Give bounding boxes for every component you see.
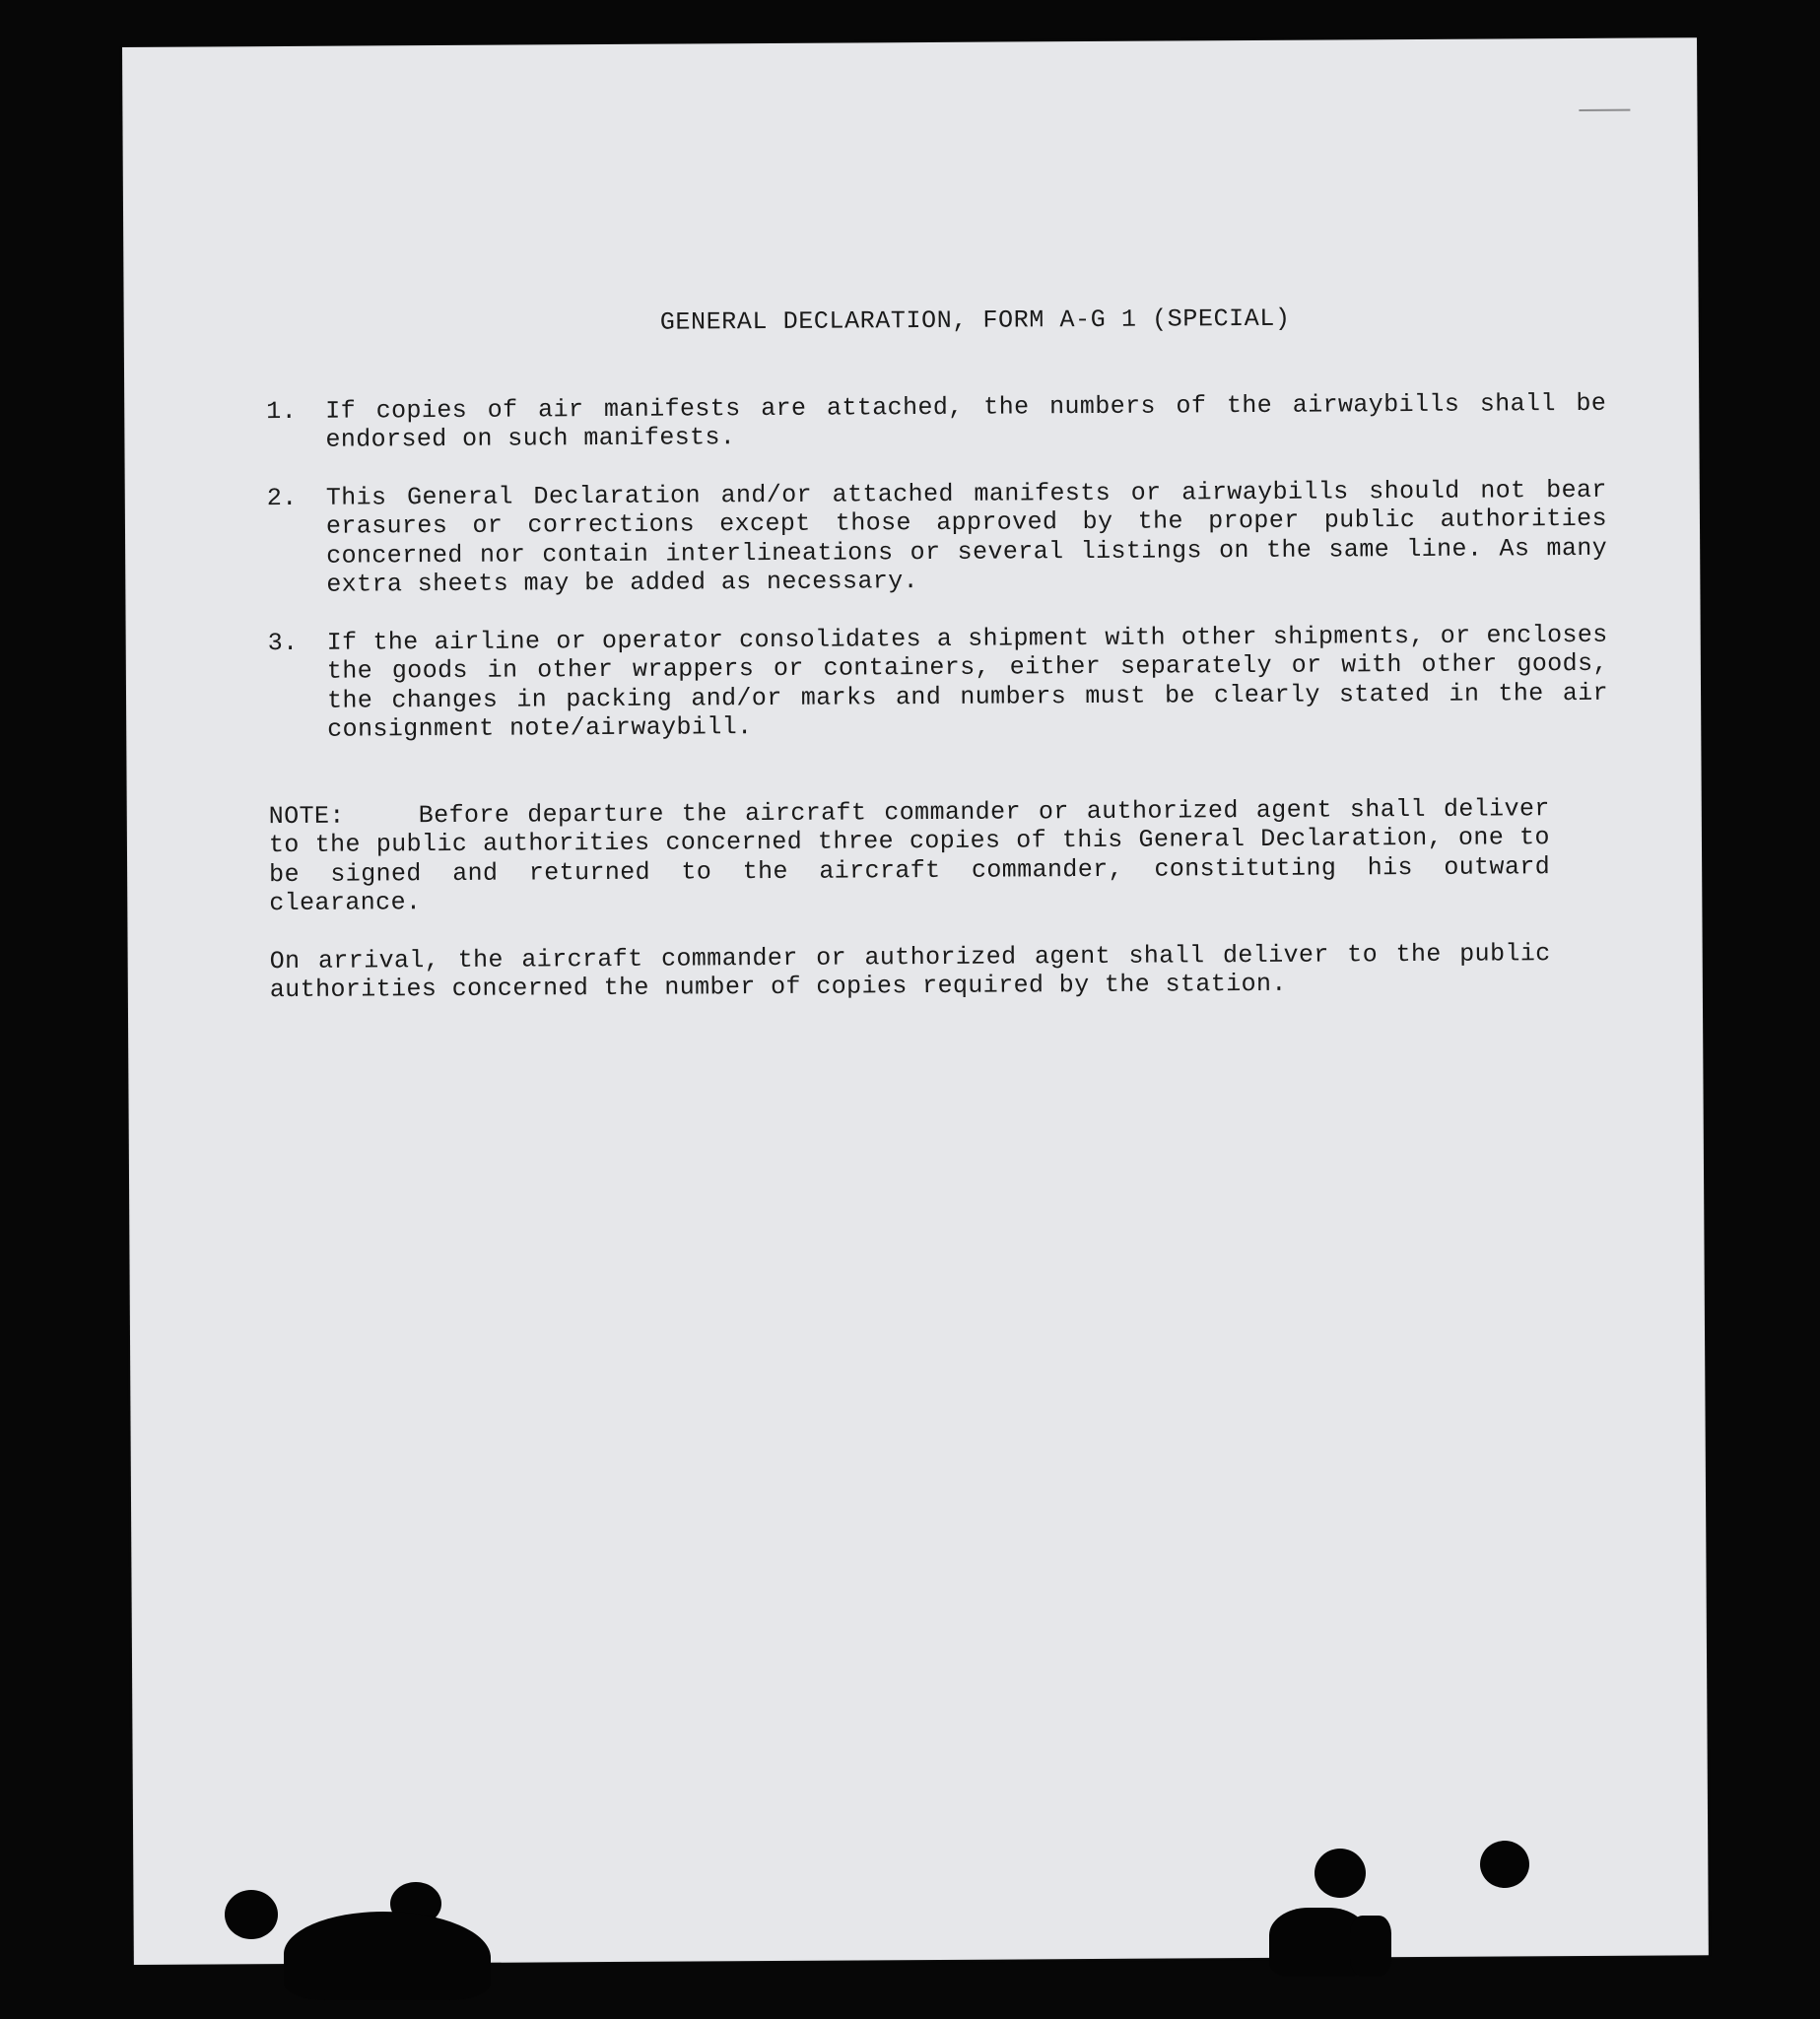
item-number: 2.: [266, 483, 298, 512]
note-text: Before departure the aircraft commander or authorized agent shall deliver to the public authorities concerned three copies of this General Declaration, one to be signed and returned to the aircraft commander, constituting his outward clearance.: [268, 793, 1551, 918]
arrival-paragraph: On arrival, the aircraft commander or authorized agent shall deliver to the public authorities concerned the number of copies required by the station.: [269, 938, 1551, 1005]
scan-blot: [1350, 1916, 1391, 1977]
document-body: [266, 302, 1689, 1004]
item-number: 1.: [266, 396, 298, 426]
paper-sheet: [122, 37, 1709, 1965]
scan-blot: [225, 1890, 278, 1939]
instruction-item-1: [266, 388, 1685, 455]
item-text: This General Declaration and/or attached manifests or airwaybills should not bear erasures or corrections except those approved by the proper public authorities concerned nor contain interlineations or several listings on the same line. As many extra sheets may be added as necessary.: [325, 475, 1608, 599]
instruction-item-3: [268, 620, 1688, 745]
note-paragraph: [269, 794, 1551, 918]
scan-blot: [284, 1912, 491, 2000]
item-text: If the airline or operator consolidates a shipment with other shipments, or encloses the goods in other wrappers or containers, either separately or with other goods, the changes in packing and/or marks and numbers must be clearly stated in the air consignment note/airwaybill.: [326, 620, 1609, 744]
paper-edge-mark: [1579, 109, 1630, 111]
scan-blot: [1314, 1849, 1366, 1898]
item-number: 3.: [267, 628, 299, 657]
note-label: NOTE:: [268, 801, 345, 831]
instruction-item-2: [267, 475, 1687, 600]
item-text: If copies of air manifests are attached, the numbers of the airwaybills shall be endorsed on such manifests.: [325, 388, 1607, 454]
document-title: GENERAL DECLARATION, FORM A-G 1 (SPECIAL): [659, 303, 1291, 337]
scan-blot: [1480, 1841, 1529, 1888]
